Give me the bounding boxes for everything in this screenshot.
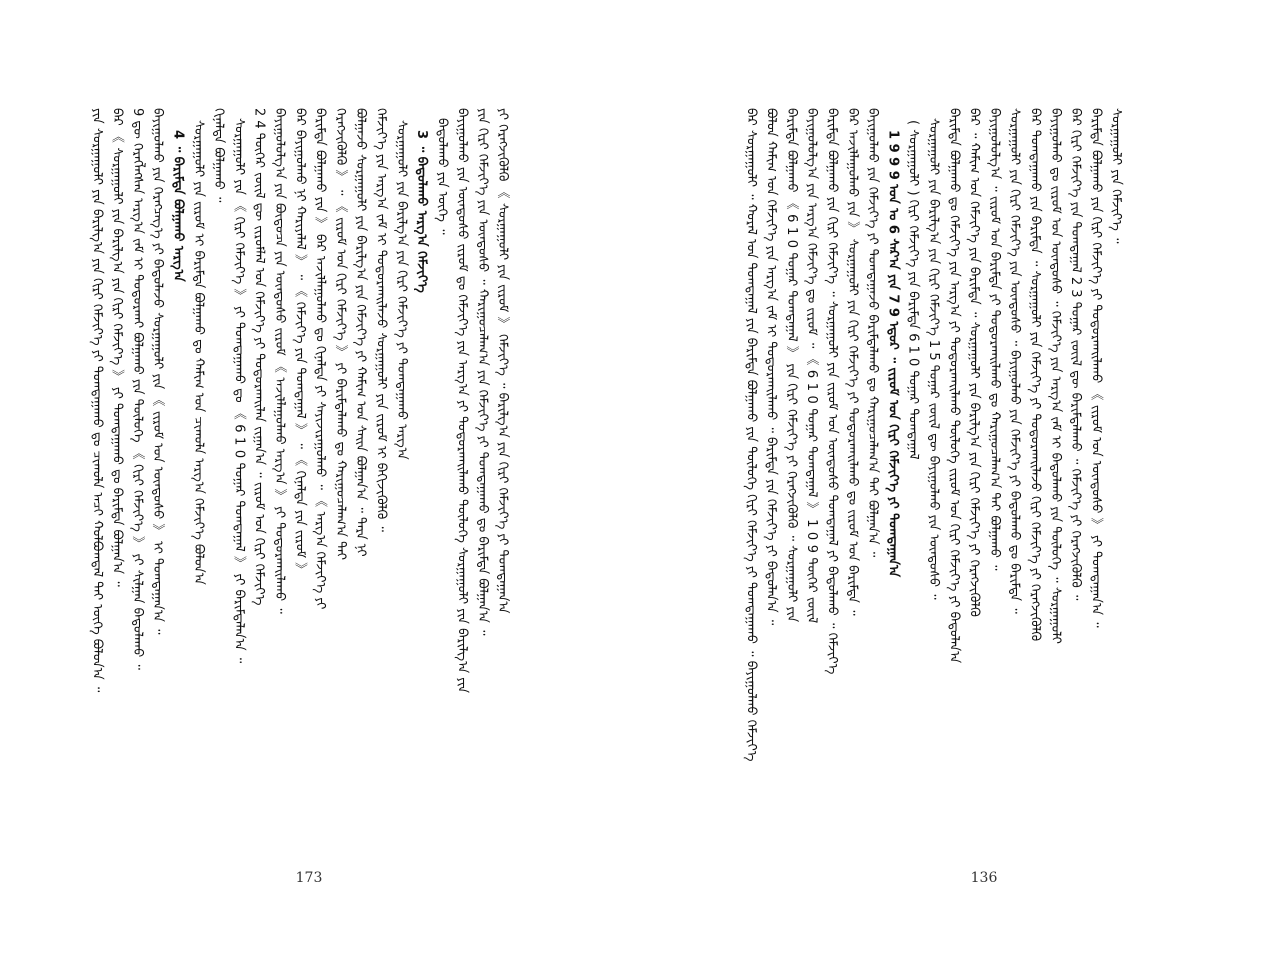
text-line: ᠪᠠᠷ ᠪᠠᠶᠢᠭᠤᠯᠬᠤ ᠨᠢ ᠬᠠᠷᠢᠶᠠᠯᠠᠯ 》 ᠃ 《 ᠬᠡᠮᠵᠢᠶ᠎ᠡ ᠶᠢᠨ ᠲᠣᠭᠲᠠᠭᠠᠯ 》 ᠃ 《 ᠬᠢᠨᠠᠯᠲᠠ ᠶᠢᠨ ᠵᠢᠷᠤᠮ 》 <box>292 108 308 576</box>
right-page-text-block <box>740 108 1212 840</box>
text-line: ᠪᠠᠶᠢᠭᠤᠯᠬᠤ ᠶᠢᠨ ᠬᠡᠮᠵᠢᠶ᠎ᠡ ᠶᠢ ᠲᠣᠭᠲᠠᠭᠠᠵᠤ ᠪᠠᠷᠢᠮᠲᠠᠯᠠᠬᠤ ᠳᠤ ᠬᠠᠷᠢᠭᠤᠴᠠᠯᠠᠭ᠎ᠠ ᠲᠠᠢ ᠪᠣᠯᠭᠠᠨ᠎ᠠ ᠃ <box>865 108 881 558</box>
text-line: ᠪᠠᠷᠢᠮᠲᠠ ᠪᠣᠯᠭᠠᠬᠤ ᠶᠢᠨ ᠬᠢᠷᠢ ᠬᠡᠮᠵᠢᠶ᠎ᠡ ᠶᠢ ᠲᠣᠳᠣᠷᠬᠠᠢᠯᠠᠬᠤ 《 ᠵᠢᠷᠤᠮ ᠤᠨ ᠦᠨᠳᠦᠰᠦ 》 ᠶᠢ ᠲᠣᠭᠲᠠᠭᠠᠨ᠎ᠠ ᠃ <box>1088 108 1104 628</box>
text-line: ᠰᠤᠷᠭᠠᠭᠤᠯᠢ ᠶᠢᠨ ᠬᠡᠮᠵᠢᠶ᠎ᠡ ᠃ <box>1108 108 1124 244</box>
text-line: ᠶᠢ ᠬᠡᠷᠡᠭᠵᠢᠭᠦᠯᠬᠦ 《 ᠰᠤᠷᠭᠠᠭᠤᠯᠢ ᠶᠢᠨ ᠵᠢᠷᠤᠮ 》 ᠬᠡᠮᠵᠢᠶ᠎ᠡ ᠃ ᠪᠠᠷᠢᠯᠭ᠎ᠠ ᠶᠢᠨ ᠬᠢᠷᠢ ᠬᠡᠮᠵᠢᠶ᠎ᠡ ᠶᠢ ᠲᠣᠭᠲᠠᠭᠠᠨ᠎ᠠ <box>495 108 511 614</box>
section-heading: 1 9 9 9 ᠣᠨ ᠤ 6 ᠰᠠᠷ᠎ᠠ ᠶᠢᠨ 7 9 ᠡᠳᠦᠷ ᠃ ᠵᠢᠷᠤᠮ ᠤᠨ ᠬᠢᠷᠢ ᠬᠡᠮᠵᠢᠶ᠎ᠡ ᠶᠢ ᠲᠣᠭᠲᠠᠭᠠᠨ᠎ᠠ <box>885 130 901 578</box>
text-line: 2 4 ᠳᠦᠭᠡᠷ ᠵᠦᠢᠯ ᠳᠦ ᠵᠢᠷᠤᠮᠯᠠᠯ ᠤᠨ ᠬᠡᠮᠵᠢᠶ᠎ᠡ ᠶᠢ ᠲᠣᠳᠣᠷᠬᠠᠢᠯᠠᠨ ᠵᠢᠭᠠᠨ᠎ᠠ ᠃ ᠵᠢᠷᠤᠮ ᠤᠨ ᠬᠢᠷᠢ ᠬᠡᠮᠵᠢᠶ᠎ᠡ <box>251 108 267 606</box>
text-line: ᠶᠢᠨ ᠰᠤᠷᠭᠠᠭᠤᠯᠢ ᠶᠢᠨ ᠪᠠᠷᠢᠯᠭ᠎ᠠ ᠶᠢᠨ ᠬᠢᠷᠢ ᠬᠡᠮᠵᠢᠶ᠎ᠡ ᠶᠢ ᠲᠣᠭᠲᠠᠭᠠᠬᠤ ᠳᠤ ᠴᠢᠬᠤᠯᠠ ᠠᠴᠢ ᠬᠣᠯᠪᠣᠭᠳᠠᠯ ᠲᠠᠢ ᠦᠭᠡ ᠪᠣᠯᠤᠨ᠎ᠠ ᠃ <box>89 108 105 693</box>
text-line: ᠰᠤᠷᠭᠠᠭᠤᠯᠢ ᠶᠢᠨ 《 ᠬᠢᠷᠢ ᠬᠡᠮᠵᠢᠶ᠎ᠡ 》 ᠶᠢ ᠲᠣᠭᠲᠠᠭᠠᠬᠤ ᠳᠤ 《 6 1 0 ᠳᠤᠭᠠᠷ ᠲᠣᠭᠲᠠᠭᠠᠯ 》 ᠶᠢ ᠪᠠᠷᠢᠮᠲᠠᠯᠠᠨ᠎ᠠ ᠃ <box>231 118 247 664</box>
text-line: ( ᠰᠤᠷᠭᠠᠭᠤᠯᠢ ) ᠬᠢᠷᠢ ᠬᠡᠮᠵᠢᠶ᠎ᠡ ᠶᠢᠨ ᠪᠠᠷᠢᠮᠲᠠ 6 1 0 ᠳᠤᠭᠠᠷ ᠲᠣᠭᠲᠠᠭᠠᠯ <box>905 120 921 460</box>
section-heading: 3 ᠃ ᠪᠠᠲᠤᠯᠠᠬᠤ ᠠᠷᠭ᠎ᠠ ᠬᠡᠮᠵᠢᠶ᠎ᠡ <box>414 130 430 293</box>
text-line: ᠪᠠᠷ ᠲᠣᠭᠲᠠᠭᠠᠬᠤ ᠶᠢᠨ ᠪᠠᠷᠢᠮᠲᠠ ᠃ ᠰᠤᠷᠭᠠᠭᠤᠯᠢ ᠶᠢᠨ ᠬᠡᠮᠵᠢᠶ᠎ᠡ ᠶᠢ ᠲᠣᠳᠣᠷᠬᠠᠢᠯᠠᠵᠤ ᠬᠢᠷᠢ ᠬᠡᠮᠵᠢᠶ᠎ᠡ ᠶᠢ ᠬᠡᠷᠡᠭᠵᠢᠭᠦᠯᠬᠦ <box>1027 108 1043 642</box>
text-line: ᠪᠠᠷ ᠃ ᠬᠠᠮᠢᠭ ᠤᠨ ᠬᠡᠮᠵᠢᠶ᠎ᠡ ᠶᠢᠨ ᠪᠠᠷᠢᠮᠲᠠ ᠃ ᠰᠤᠷᠭᠠᠭᠤᠯᠢ ᠶᠢᠨ ᠪᠠᠷᠢᠯᠭ᠎ᠠ ᠶᠢᠨ ᠬᠢᠷᠢ ᠬᠡᠮᠵᠢᠶ᠎ᠡ ᠶᠢ ᠬᠡᠷᠡᠭᠵᠢᠭᠦᠯᠬᠦ <box>966 108 982 617</box>
right-page <box>632 0 1265 978</box>
text-line: ᠰᠤᠷᠭᠠᠭᠤᠯᠢ ᠶᠢᠨ ᠪᠠᠷᠢᠯᠭ᠎ᠠ ᠶᠢᠨ ᠬᠢᠷᠢ ᠬᠡᠮᠵᠢᠶ᠎ᠡ ᠶᠢ ᠲᠣᠭᠲᠠᠭᠠᠬᠤ ᠠᠷᠭ᠎ᠠ <box>393 120 409 460</box>
text-line: ᠰᠤᠷᠭᠠᠭᠤᠯᠢ ᠶᠢᠨ ᠬᠢᠷᠢ ᠬᠡᠮᠵᠢᠶ᠎ᠡ ᠶᠢᠨ ᠦᠨᠳᠦᠰᠦ ᠃ ᠪᠠᠶᠢᠭᠤᠯᠬᠤ ᠶᠢᠨ ᠬᠡᠮᠵᠢᠶ᠎ᠡ ᠶᠢ ᠪᠠᠲᠤᠯᠠᠬᠤ ᠳᠤ ᠪᠠᠷᠢᠮᠲᠠ ᠃ <box>1007 108 1023 614</box>
text-line: ᠬᠢᠨᠠᠯᠲᠠ ᠪᠣᠯᠭᠠᠬᠤ ᠃ <box>211 108 227 203</box>
text-line: ᠪᠠᠷᠢᠮᠲᠠ ᠪᠣᠯᠭᠠᠬᠤ ᠶᠢᠨ 》 ᠪᠠᠷ ᠠᠵᠢᠯᠯᠠᠭᠤᠯᠬᠤ ᠳᠤ ᠬᠢᠨᠠᠯᠲᠠ ᠶᠢ ᠰᠠᠶᠢᠵᠢᠷᠠᠭᠤᠯᠬᠤ ᠃ 《 ᠠᠷᠭ᠎ᠠ ᠬᠡᠮᠵᠢᠶ᠎ᠡ ᠶᠢ <box>312 108 328 610</box>
text-line: ᠪᠠᠷ ᠬᠢᠷᠢ ᠬᠡᠮᠵᠢᠶ᠎ᠡ ᠶᠢᠨ ᠲᠣᠭᠲᠠᠭᠠᠯ 2 3 ᠳᠤᠭᠠᠷ ᠵᠦᠢᠯ ᠳᠦ ᠪᠠᠷᠢᠮᠲᠠᠯᠠᠬᠤ ᠃ ᠬᠡᠮᠵᠢᠶ᠎ᠡ ᠶᠢ ᠬᠡᠷᠡᠭᠵᠢᠭᠦᠯᠬᠦ ᠃ <box>1068 108 1084 601</box>
text-line: ᠪᠠᠷ ᠠᠵᠢᠯᠯᠠᠭᠤᠯᠬᠤ ᠶᠢᠨ 》 ᠰᠤᠷᠭᠠᠭᠤᠯᠢ ᠶᠢᠨ ᠬᠢᠷᠢ ᠬᠡᠮᠵᠢᠶ᠎ᠡ ᠶᠢ ᠲᠣᠳᠣᠷᠬᠠᠢᠯᠠᠬᠤ ᠳᠤ ᠵᠢᠷᠤᠮ ᠤᠨ ᠪᠠᠷᠢᠮᠲᠠ ᠃ <box>844 108 860 616</box>
text-line: ᠪᠠᠶᠢᠭᠤᠯᠤᠯᠭ᠎ᠠ ᠃ ᠵᠢᠷᠤᠮ ᠤᠨ ᠪᠠᠷᠢᠮᠲᠠ ᠶᠢ ᠲᠣᠳᠣᠷᠬᠠᠢᠯᠠᠬᠤ ᠳᠤ ᠬᠠᠷᠢᠭᠤᠴᠠᠯᠠᠭ᠎ᠠ ᠲᠠᠢ ᠪᠣᠯᠭᠠᠬᠤ ᠃ <box>986 108 1002 571</box>
text-line: ᠪᠠᠲᠤᠯᠠᠬᠤ ᠶᠢᠨ ᠦᠭᠡ ᠃ <box>434 118 450 235</box>
text-line: ᠰᠤᠷᠭᠠᠭᠤᠯᠢ ᠶᠢᠨ ᠪᠠᠷᠢᠯᠭ᠎ᠠ ᠶᠢᠨ ᠬᠢᠷᠢ ᠬᠡᠮᠵᠢᠶ᠎ᠡ 1 5 ᠳᠤᠭᠠᠷ ᠵᠦᠢᠯ ᠳᠦ ᠪᠠᠶᠢᠭᠤᠯᠬᠤ ᠶᠢᠨ ᠦᠨᠳᠦᠰᠦ ᠃ <box>925 118 941 600</box>
text-line: ᠪᠠᠶᠢᠭᠤᠯᠬᠤ ᠶᠢᠨ ᠦᠨᠳᠦᠰᠦ ᠵᠢᠷᠤᠮ ᠳᠤ ᠬᠡᠮᠵᠢᠶ᠎ᠡ ᠶᠢᠨ ᠠᠷᠭ᠎ᠠ ᠶᠢ ᠲᠣᠳᠣᠷᠬᠠᠢᠯᠠᠬᠤ ᠲᠥᠯᠦᠭᠡ ᠰᠤᠷᠭᠠᠭᠤᠯᠢ ᠶᠢᠨ ᠪᠠᠷᠢᠯᠭ᠎ᠠ ᠶᠢᠨ <box>454 108 470 694</box>
left-page <box>0 0 632 978</box>
text-line: ᠶᠢᠨ ᠬᠢᠷᠢ ᠬᠡᠮᠵᠢᠶ᠎ᠡ ᠶᠢᠨ ᠦᠨᠳᠦᠰᠦ ᠃ ᠬᠠᠷᠢᠭᠤᠴᠠᠯᠠᠭ᠎ᠠ ᠶᠢᠨ ᠬᠡᠮᠵᠢᠶ᠎ᠡ ᠶᠢ ᠲᠣᠭᠲᠠᠭᠠᠬᠤ ᠳᠤ ᠪᠠᠷᠢᠮᠲᠠ ᠪᠣᠯᠭᠠᠨ᠎ᠠ ᠃ <box>474 108 490 636</box>
text-line: ᠪᠣᠯᠤᠨ ᠬᠠᠮᠢᠭ ᠤᠨ ᠬᠡᠮᠵᠢᠶ᠎ᠡ ᠶᠢᠨ ᠠᠷᠭ᠎ᠠ ᠵᠠᠮ ᠢ ᠲᠣᠳᠣᠷᠬᠠᠢᠯᠠᠬᠤ ᠃ ᠪᠠᠷᠢᠮᠲᠠ ᠶᠢᠨ ᠬᠡᠮᠵᠢᠶ᠎ᠡ ᠶᠢ ᠪᠠᠲᠤᠯᠠᠨ᠎ᠠ ᠃ <box>763 108 779 626</box>
text-line: ᠪᠠᠷᠢᠮᠲᠠ ᠪᠣᠯᠭᠠᠬᠤ 《 6 1 0 ᠳᠤᠭᠠᠷ ᠲᠣᠭᠲᠠᠭᠠᠯ 》 ᠶᠢᠨ ᠬᠢᠷᠢ ᠬᠡᠮᠵᠢᠶ᠎ᠡ ᠶᠢ ᠬᠡᠷᠡᠭᠵᠢᠭᠦᠯᠬᠦ ᠃ ᠰᠤᠷᠭᠠᠭᠤᠯᠢ ᠶᠢᠨ <box>783 108 799 623</box>
left-page-number: 173 <box>295 870 323 886</box>
text-line: ᠪᠠᠶᠢᠭᠤᠯᠬᠤ ᠳᠤ ᠵᠢᠷᠤᠮ ᠤᠨ ᠦᠨᠳᠦᠰᠦ ᠃ ᠬᠡᠮᠵᠢᠶ᠎ᠡ ᠶᠢᠨ ᠠᠷᠭ᠎ᠠ ᠵᠠᠮ ᠢ ᠪᠠᠲᠤᠯᠠᠬᠤ ᠶᠢᠨ ᠲᠥᠯᠦᠭᠡ ᠃ ᠰᠤᠷᠭᠠᠭᠤᠯᠢ <box>1047 108 1063 644</box>
text-line: ᠪᠠᠶᠢᠭᠤᠯᠤᠯᠭ᠎ᠠ ᠶᠢᠨ ᠠᠷᠭ᠎ᠠ ᠬᠡᠮᠵᠢᠶ᠎ᠡ ᠳᠤ ᠵᠢᠷᠤᠮ ᠃ 《 6 1 0 ᠳᠤᠭᠠᠷ ᠲᠣᠭᠲᠠᠭᠠᠯ 》 1 0 9 ᠳᠦᠭᠡᠷ ᠵᠦᠢᠯ <box>804 108 820 624</box>
text-line: ᠪᠠᠶᠢᠭᠤᠯᠤᠯᠭ᠎ᠠ ᠶᠢᠨ ᠪᠦᠲᠦᠴᠡ ᠶᠢᠨ ᠦᠨᠳᠦᠰᠦ ᠵᠢᠷᠤᠮ 《 ᠠᠵᠢᠯᠯᠠᠭᠤᠯᠬᠤ ᠠᠷᠭ᠎ᠠ 》 ᠶᠢ ᠲᠣᠳᠣᠷᠬᠠᠢᠯᠠᠬᠤ ᠃ <box>271 108 287 614</box>
text-line: ᠪᠠᠷᠢᠮᠲᠠ ᠪᠣᠯᠭᠠᠬᠤ ᠳᠤ ᠬᠡᠮᠵᠢᠶ᠎ᠡ ᠶᠢᠨ ᠠᠷᠭ᠎ᠠ ᠶᠢ ᠲᠣᠳᠣᠷᠬᠠᠢᠯᠠᠬᠤ ᠲᠥᠯᠦᠭᠡ ᠵᠢᠷᠤᠮ ᠤᠨ ᠬᠢᠷᠢ ᠬᠡᠮᠵᠢᠶ᠎ᠡ ᠶᠢ ᠪᠠᠲᠤᠯᠠᠨ᠎ᠠ <box>946 108 962 664</box>
text-line: ᠰᠤᠷᠭᠠᠭᠤᠯᠢ ᠶᠢᠨ ᠵᠢᠷᠤᠮ ᠢ ᠪᠠᠷᠢᠮᠲᠠ ᠪᠣᠯᠭᠠᠬᠤ ᠳᠤ ᠬᠠᠮᠢᠭ ᠤᠨ ᠴᠢᠬᠤᠯᠠ ᠠᠷᠭ᠎ᠠ ᠬᠡᠮᠵᠢᠶ᠎ᠡ ᠪᠣᠯᠤᠨ᠎ᠠ <box>190 120 206 585</box>
text-line: ᠬᠡᠮᠵᠢᠶ᠎ᠡ ᠶᠢᠨ ᠠᠷᠭ᠎ᠠ ᠵᠠᠮ ᠢ ᠲᠣᠳᠣᠷᠬᠠᠢᠯᠠᠵᠤ ᠰᠤᠷᠭᠠᠭᠤᠯᠢ ᠶᠢᠨ ᠵᠢᠷᠤᠮ ᠢ ᠪᠡᠬᠢᠵᠢᠭᠦᠯᠬᠦ ᠃ <box>373 108 389 532</box>
text-line: ᠬᠡᠷᠡᠭᠵᠢᠭᠦᠯᠬᠦ 》 ᠃ 《 ᠵᠢᠷᠤᠮ ᠤᠨ ᠬᠢᠷᠢ ᠬᠡᠮᠵᠢᠶ᠎ᠡ 》 ᠶᠢ ᠪᠠᠷᠢᠮᠲᠠᠯᠠᠬᠤ ᠳᠤ ᠬᠠᠷᠢᠭᠤᠴᠠᠯᠠᠭ᠎ᠠ ᠲᠠᠢ <box>332 108 348 561</box>
text-line: ᠪᠠᠷ 《 ᠰᠤᠷᠭᠠᠭᠤᠯᠢ ᠶᠢᠨ ᠪᠠᠷᠢᠯᠭ᠎ᠠ ᠶᠢᠨ ᠬᠢᠷᠢ ᠬᠡᠮᠵᠢᠶ᠎ᠡ 》 ᠶᠢ ᠲᠣᠭᠲᠠᠭᠠᠬᠤ ᠳᠤ ᠪᠠᠷᠢᠮᠲᠠ ᠪᠣᠯᠭᠠᠨ᠎ᠠ ᠃ <box>109 108 125 587</box>
text-line: ᠪᠠᠷ ᠰᠤᠷᠭᠠᠭᠤᠯᠢ ᠃ ᠬᠤᠷᠠᠯ ᠤᠨ ᠲᠣᠭᠲᠠᠭᠠᠯ ᠶᠢᠨ ᠪᠠᠷᠢᠮᠲᠠ ᠪᠣᠯᠭᠠᠬᠤ ᠶᠢᠨ ᠲᠥᠯᠦᠭᠡ ᠬᠢᠷᠢ ᠬᠡᠮᠵᠢᠶ᠎ᠡ ᠶᠢ ᠲᠣᠭᠲᠠᠭᠠᠬᠤ ᠃ ᠪᠠᠶᠢᠭᠤᠯᠬᠤ ᠬᠡᠮᠵᠢᠶ᠎ᠡ <box>743 108 759 762</box>
text-line: ᠪᠣᠯᠭᠠᠵᠤ ᠰᠤᠷᠭᠠᠭᠤᠯᠢ ᠶᠢᠨ ᠪᠠᠷᠢᠯᠭ᠎ᠠ ᠶᠢᠨ ᠬᠡᠮᠵᠢᠶ᠎ᠡ ᠶᠢ ᠬᠠᠮᠢᠭ ᠤᠨ ᠰᠠᠢᠨ ᠪᠣᠯᠭᠠᠨ᠎ᠠ ᠃ ᠲᠡᠷᠡ ᠨᠢ <box>353 108 369 557</box>
left-page-text-block <box>86 108 548 840</box>
right-page-number: 136 <box>970 870 998 886</box>
text-line: 9 ᠳᠦ ᠬᠡᠷᠡᠭᠯᠡᠭᠰᠡᠨ ᠠᠷᠭ᠎ᠠ ᠵᠠᠮ ᠢ ᠲᠣᠳᠣᠷᠬᠠᠢ ᠪᠣᠯᠭᠠᠬᠤ ᠶᠢᠨ ᠲᠥᠯᠦᠭᠡ 《 ᠬᠢᠷᠢ ᠬᠡᠮᠵᠢᠶ᠎ᠡ 》 ᠶᠢ ᠰᠢᠯᠭᠠᠨ ᠪᠠᠲᠤᠯᠠᠬᠤ ᠃ <box>129 108 145 670</box>
section-heading: 4 ᠃ ᠪᠠᠷᠢᠮᠲᠠ ᠪᠣᠯᠭᠠᠬᠤ ᠠᠷᠭ᠎ᠠ <box>170 130 186 282</box>
text-line: ᠪᠠᠷᠢᠮᠲᠠ ᠪᠣᠯᠭᠠᠬᠤ ᠶᠢᠨ ᠬᠢᠷᠢ ᠬᠡᠮᠵᠢᠶ᠎ᠡ ᠃ ᠰᠤᠷᠭᠠᠭᠤᠯᠢ ᠶᠢᠨ ᠵᠢᠷᠤᠮ ᠤᠨ ᠦᠨᠳᠦᠰᠦ ᠲᠣᠭᠲᠠᠭᠠᠯ ᠶᠢ ᠪᠠᠲᠤᠯᠠᠬᠤ ᠃ ᠬᠡᠮᠵᠢᠶ᠎ᠡ <box>824 108 840 675</box>
text-line: ᠪᠠᠶᠢᠭᠤᠯᠬᠤ ᠶᠢᠨ ᠬᠡᠷᠡᠭᠴᠡᠭ᠎ᠡ ᠶᠢ ᠪᠠᠲᠤᠯᠠᠵᠤ ᠰᠤᠷᠭᠠᠭᠤᠯᠢ ᠶᠢᠨ 《 ᠵᠢᠷᠤᠮ ᠤᠨ ᠦᠨᠳᠦᠰᠦ 》 ᠢ ᠲᠣᠭᠲᠠᠭᠠᠨ᠎ᠠ ᠃ <box>150 108 166 635</box>
